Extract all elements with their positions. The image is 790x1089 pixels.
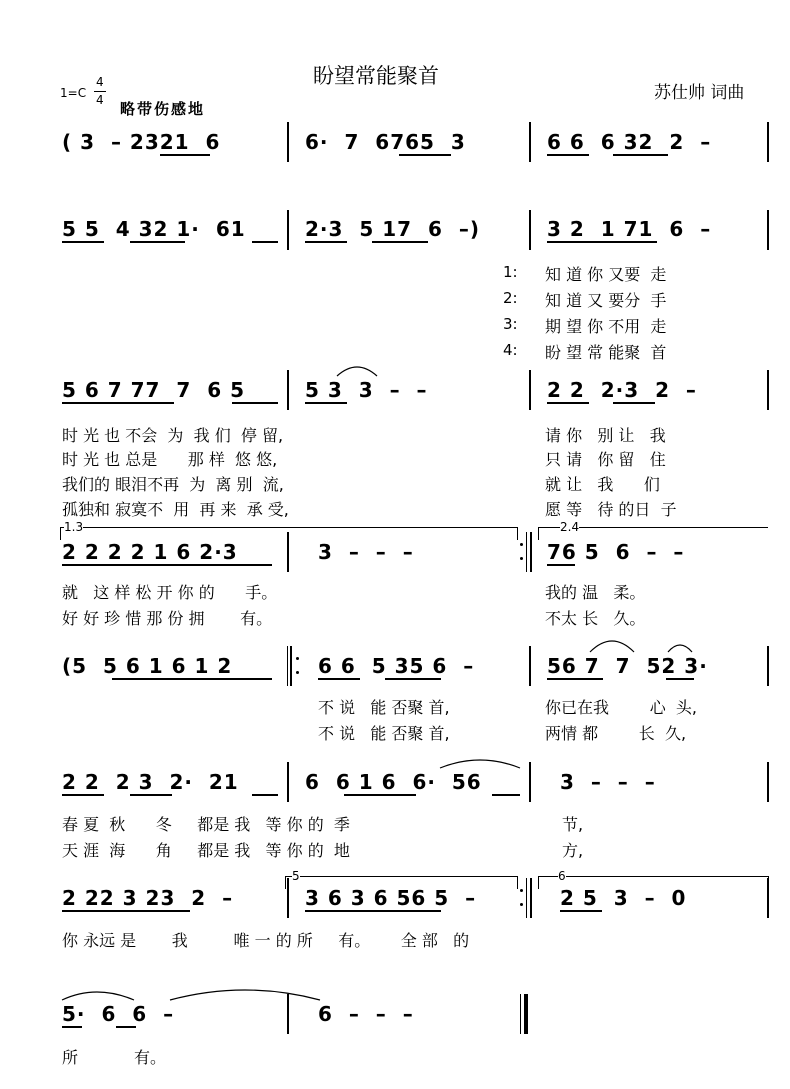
notes-row2-m1: 5 5 4 32 1· 61 — [62, 217, 246, 241]
key-signature: 1=C — [60, 86, 87, 100]
lyric-line: 我的 温 柔。 — [545, 583, 646, 602]
lyric-line: 方, — [562, 841, 584, 860]
lyric-line: 不 说 能 否聚 首, — [318, 698, 450, 717]
lyric-line: 春 夏 秋 冬 都是 我 等 你 的 季 — [62, 815, 350, 834]
lyric-line: 就 让 我 们 — [545, 475, 660, 494]
lyric-line: 愿 等 待 的日 子 — [545, 500, 677, 519]
lyric-line: 不太 长 久。 — [545, 609, 646, 628]
slur — [337, 367, 377, 376]
notes-row3-m2: 5 3 3 – – — [305, 378, 428, 402]
lyric-line: 你已在我 心 头, — [545, 698, 697, 717]
lyric-line: 期 望 你 不用 走 — [545, 317, 667, 336]
time-signature-bottom: 4 — [96, 93, 104, 107]
notes-row3-m3: 2 2 2·3 2 – — [547, 378, 697, 402]
notes-row4-m3: 76 5 6 – – — [547, 540, 685, 564]
time-signature-top: 4 — [96, 75, 104, 89]
lyric-line: 你 永远 是 我 唯 一 的 所 有。 全 部 的 — [62, 931, 470, 950]
lyric-line: 请 你 别 让 我 — [545, 426, 666, 445]
lyric-line: 孤独和 寂寞不 用 再 来 承 受, — [62, 500, 289, 519]
lyric-line: 我们的 眼泪不再 为 离 别 流, — [62, 475, 284, 494]
notes-row4-m1: 2 2 2 2 1 6 2·3 — [62, 540, 238, 564]
notes-row3-m1: 5 6 7 77 7 6 5 — [62, 378, 246, 402]
notes-row7-m2: 3 6 3 6 56 5 – — [305, 886, 477, 910]
notes-row6-m2: 6 6 1 6 6· 56 — [305, 770, 482, 794]
lyric-line: 不 说 能 否聚 首, — [318, 724, 450, 743]
slur — [668, 645, 692, 652]
lyric-line: 就 这 样 松 开 你 的 手。 — [62, 583, 278, 602]
slur — [170, 990, 320, 1000]
notes-row8-m1: 5· 6 6 – — [62, 1002, 175, 1026]
notes-row7-m1: 2 22 3 23 2 – — [62, 886, 234, 910]
slur — [62, 992, 134, 1000]
notes-row2-m2: 2·3 5 17 6 –) — [305, 217, 480, 241]
verse-number: 3: — [503, 315, 518, 333]
notes-row5-m3: 56 7 7 52 3· — [547, 654, 708, 678]
lyric-line: 节, — [562, 815, 584, 834]
lyric-line: 好 好 珍 惜 那 份 拥 有。 — [62, 609, 273, 628]
slur — [590, 641, 634, 652]
notes-row1-m2: 6· 7 6765 3 — [305, 130, 466, 154]
verse-number: 2: — [503, 289, 518, 307]
lyric-line: 时 光 也 总是 那 样 悠 悠, — [62, 450, 278, 469]
notes-row1-m1: ( 3 – 2321 6 — [62, 130, 221, 154]
notes-row7-m3: 2 5 3 – 0 — [560, 886, 687, 910]
notes-row2-m3: 3 2 1 71 6 – — [547, 217, 712, 241]
volta-label: 6 — [558, 869, 566, 883]
lyric-line: 知 道 你 又要 走 — [545, 265, 667, 284]
lyric-line: 天 涯 海 角 都是 我 等 你 的 地 — [62, 841, 350, 860]
notes-row4-m2: 3 – – – — [318, 540, 414, 564]
notes-row5-m2: 6 6 5 35 6 – — [318, 654, 475, 678]
notes-row6-m1: 2 2 2 3 2· 21 — [62, 770, 239, 794]
volta-label: 2.4 — [560, 520, 580, 534]
page-title: 盼望常能聚首 — [313, 64, 439, 88]
volta-label: 1.3 — [64, 520, 84, 534]
notes-row5-m1: (5 5 6 1 6 1 2 — [62, 654, 233, 678]
lyric-line: 所 有。 — [62, 1048, 166, 1067]
notes-row6-m3: 3 – – – — [560, 770, 656, 794]
composer-credit: 苏仕帅 词曲 — [654, 83, 745, 103]
verse-number: 1: — [503, 263, 518, 281]
lyric-line: 知 道 又 要分 手 — [545, 291, 667, 310]
notes-row8-m2: 6 – – – — [318, 1002, 414, 1026]
lyric-line: 两情 都 长 久, — [545, 724, 687, 743]
lyric-line: 只 请 你 留 住 — [545, 450, 666, 469]
notes-row1-m3: 6 6 6 32 2 – — [547, 130, 712, 154]
verse-number: 4: — [503, 341, 518, 359]
slur — [440, 760, 520, 768]
lyric-line: 盼 望 常 能聚 首 — [545, 343, 667, 362]
lyric-line: 时 光 也 不会 为 我 们 停 留, — [62, 426, 284, 445]
volta-label: 5 — [292, 869, 300, 883]
tempo-marking: 略带伤感地 — [120, 100, 206, 118]
